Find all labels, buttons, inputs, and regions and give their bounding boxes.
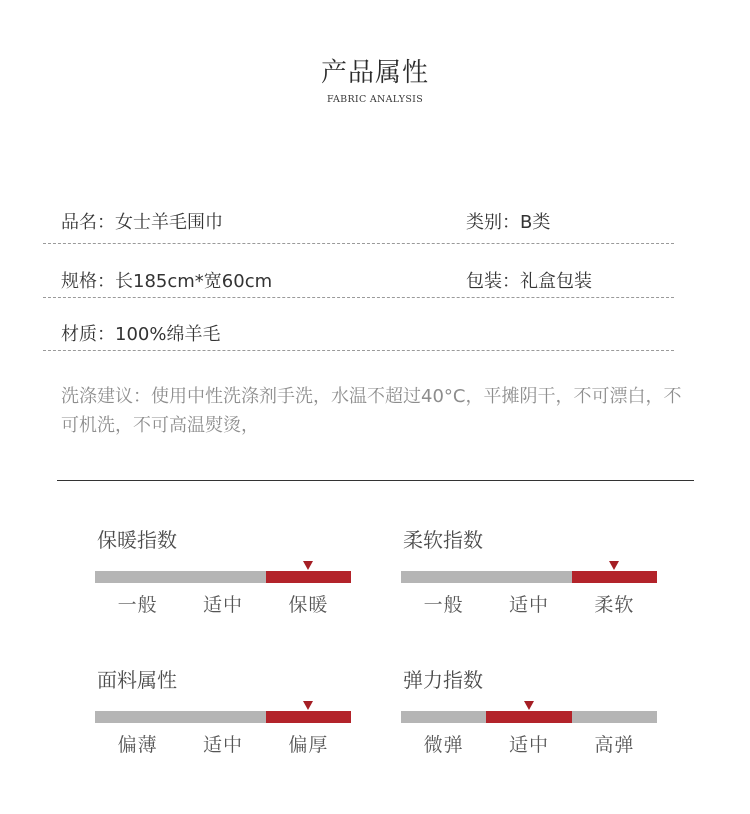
level-labels [401,590,657,617]
bar-segment [401,571,486,583]
metric-title: 保暖指数 [97,528,177,552]
product-category: 类别：B类 [466,212,551,233]
level-label: 适中 [202,594,243,616]
bar-segment [401,711,486,723]
level-marker-icon [303,561,313,570]
page-title: 产品属性 [320,58,429,88]
metric-fabric [95,664,353,764]
level-marker-icon [609,561,619,570]
level-label: 适中 [202,734,243,756]
level-label: 适中 [508,594,549,616]
level-label: 偏薄 [117,734,158,756]
level-label: 微弹 [423,734,464,756]
bar-segment [572,711,657,723]
bar-segment [180,711,265,723]
level-label: 一般 [423,594,464,616]
level-label: 保暖 [288,594,329,616]
level-labels [95,590,351,617]
metric-bar [95,711,351,723]
dashed-divider [43,297,674,298]
metric-warmth [95,524,353,624]
level-label: 一般 [117,594,158,616]
level-label: 适中 [508,734,549,756]
level-label: 偏厚 [288,734,329,756]
metric-softness [401,524,659,624]
dashed-divider [43,243,674,244]
product-name: 品名：女士羊毛围巾 [61,212,223,233]
bar-segment [95,711,180,723]
bar-segment [486,571,571,583]
metric-bar [401,711,657,723]
product-packaging: 包装：礼盒包装 [466,271,592,292]
product-size: 规格：长185cm*宽60cm [61,271,273,292]
metric-bar [401,571,657,583]
metric-title: 柔软指数 [403,528,483,552]
level-label: 高弹 [594,734,635,756]
bar-segment [572,571,657,583]
section-divider [57,480,694,481]
level-labels [95,730,351,757]
level-marker-icon [303,701,313,710]
level-labels [401,730,657,757]
metric-title: 面料属性 [97,668,177,692]
level-marker-icon [524,701,534,710]
bar-segment [266,571,351,583]
product-material: 材质：100%绵羊毛 [61,324,221,345]
care-advice: 洗涤建议：使用中性洗涤剂手洗，水温不超过40°C，平摊阴干，不可漂白，不可机洗，不可高温熨烫， [61,386,682,436]
metric-title: 弹力指数 [403,668,483,692]
bar-segment [266,711,351,723]
metric-elasticity [401,664,659,764]
bar-segment [95,571,180,583]
level-label: 柔软 [594,594,635,616]
bar-segment [486,711,571,723]
dashed-divider [43,350,674,351]
bar-segment [180,571,265,583]
page-subtitle: FABRIC ANALYSIS [326,94,424,105]
metric-bar [95,571,351,583]
